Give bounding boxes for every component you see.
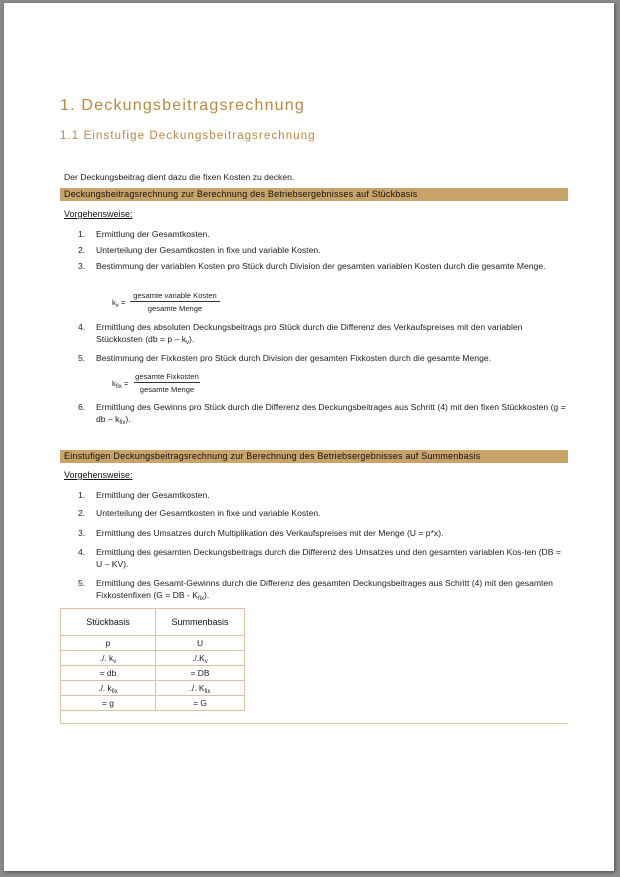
formula-denominator: gesamte Menge — [147, 304, 203, 313]
table-row — [61, 636, 245, 651]
table-header-row — [61, 609, 245, 636]
intro-text: Der Deckungsbeitrag dient dazu die fixen Kosten zu decken. — [64, 172, 295, 182]
list-number: 2. — [78, 245, 86, 255]
formula-kv: $k_v$ = gesamte variable Kosten gesamte Menge — [112, 291, 232, 317]
list-number: 5. — [78, 578, 86, 588]
list-item: Unterteilung der Gesamtkosten in fixe und variable Kosten. — [96, 508, 321, 518]
list-number: 2. — [78, 508, 86, 518]
table-cell: ./. $k_{fix}$ — [61, 681, 156, 696]
formula-kfix: $k_{fix}$ = gesamte Fixkosten gesamte Menge — [112, 372, 199, 394]
comparison-table — [60, 608, 245, 711]
section2-label: Vorgehensweise: — [64, 470, 133, 480]
heading-2: 1.1 Einstufige Deckungsbeitragsrechnung — [60, 130, 316, 142]
table-row — [61, 696, 245, 711]
formula-numerator: gesamte Fixkosten — [135, 372, 199, 381]
section1-title-bar: Deckungsbeitragsrechnung zur Berechnung des Betriebsergebnisses auf Stückbasis — [60, 188, 568, 201]
table-header: Stückbasis — [61, 609, 156, 636]
list-number: 4. — [78, 322, 86, 332]
section1-label: Vorgehensweise: — [64, 209, 133, 219]
table-cell: U — [156, 636, 245, 651]
section2-title-bar: Einstufigen Deckungsbeitragsrechnung zur Berechnung des Betriebsergebnisses auf Summenbasis — [60, 450, 568, 463]
list-item: Ermittlung des Gewinns pro Stück durch die Differenz des Deckungsbeitrages aus Schritt (4) mit den fixen Stückkosten (g = db – $k_{fix}$). — [96, 402, 566, 426]
table-cell: = DB — [156, 666, 245, 681]
section-frame-left — [60, 608, 61, 724]
document-page — [4, 3, 614, 871]
list-number: 1. — [78, 490, 86, 500]
list-number: 1. — [78, 229, 86, 239]
section-divider — [60, 723, 568, 724]
list-item: Ermittlung der Gesamtkosten. — [96, 229, 210, 239]
table-row — [61, 681, 245, 696]
list-number: 5. — [78, 353, 86, 363]
formula-numerator: gesamte variable Kosten — [130, 291, 220, 302]
table-cell: p — [61, 636, 156, 651]
list-item: Bestimmung der Fixkosten pro Stück durch Division der gesamten Fixkosten durch die gesamte Menge. — [96, 353, 492, 363]
list-item: Ermittlung der Gesamtkosten. — [96, 490, 210, 500]
table-cell: = g — [61, 696, 156, 711]
list-item: Unterteilung der Gesamtkosten in fixe und variable Kosten. — [96, 245, 321, 255]
list-number: 4. — [78, 547, 86, 557]
table-cell: = G — [156, 696, 245, 711]
table-row — [61, 666, 245, 681]
table-row — [61, 651, 245, 666]
list-item: Ermittlung des Umsatzes durch Multiplikation des Verkaufspreises mit der Menge (U = p*x). — [96, 528, 444, 538]
table-cell: ./. $k_v$ — [61, 651, 156, 666]
list-item: Ermittlung des gesamten Deckungsbeitrags durch die Differenz des Umsatzes und den gesamten variablen Kos-ten (DB = U – KV). — [96, 547, 561, 569]
table-cell: $./.K_v$ — [156, 651, 245, 666]
list-number: 3. — [78, 261, 86, 271]
table-header: Summenbasis — [156, 609, 245, 636]
table-cell: = db — [61, 666, 156, 681]
list-item: Ermittlung des absoluten Deckungsbeitrags pro Stück durch die Differenz des Verkaufspreises mit den variablen Stückkosten $(db = p - k_v)$. — [96, 322, 523, 346]
list-item: Bestimmung der variablen Kosten pro Stück durch Division der gesamten variablen Kosten durch die gesamte Menge. — [96, 261, 546, 271]
table-cell: ./. $K_{fix}$ — [156, 681, 245, 696]
list-number: 6. — [78, 402, 86, 412]
list-number: 3. — [78, 528, 86, 538]
heading-1: 1. Deckungsbeitragsrechnung — [60, 97, 305, 114]
list-item: Ermittlung des Gesamt-Gewinns durch die Differenz des gesamten Deckungsbeitrages aus Schritt (4) mit den gesamten Fixkostenfixen (G = DB - $K_{fix}$). — [96, 578, 553, 602]
formula-denominator: gesamte Menge — [139, 385, 195, 394]
